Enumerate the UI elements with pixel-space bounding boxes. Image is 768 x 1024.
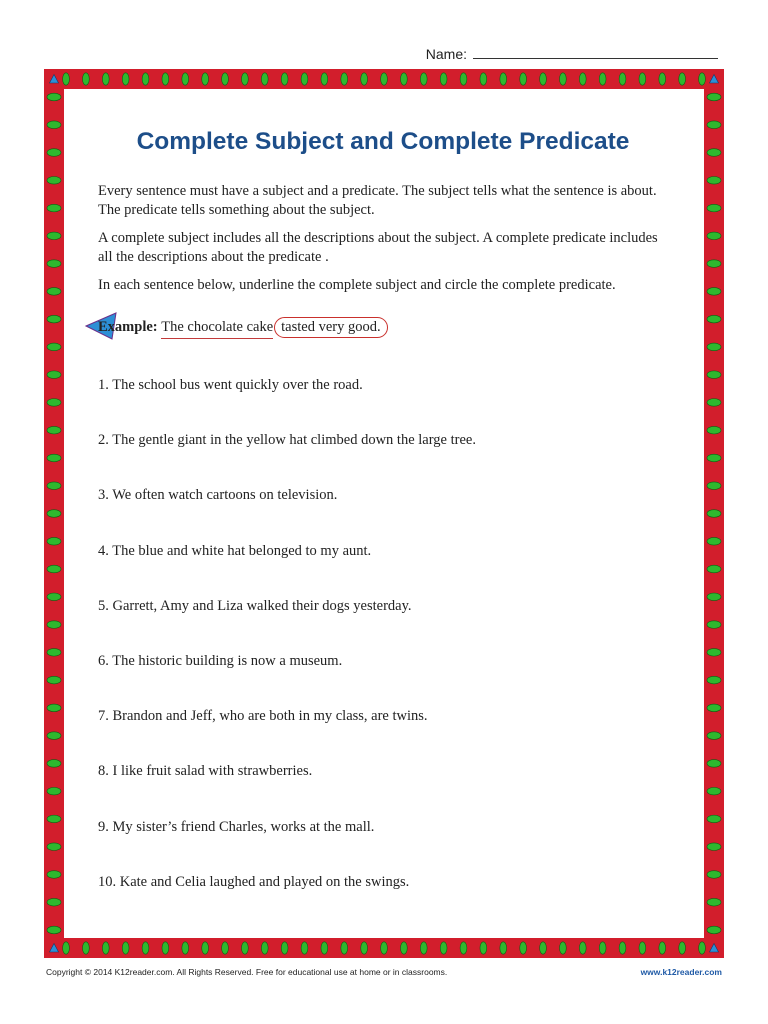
border-oval-icon: [301, 73, 308, 85]
name-label: Name:: [425, 46, 467, 62]
border-oval-icon: [679, 942, 686, 954]
border-oval-icon: [440, 73, 447, 85]
border-oval-icon: [659, 942, 666, 954]
example-sentence: [98, 317, 388, 339]
border-oval-icon: [540, 73, 547, 85]
border-oval-icon: [707, 704, 721, 712]
border-oval-icon: [47, 343, 61, 351]
border-oval-icon: [707, 565, 721, 573]
instructions: In each sentence below, underline the complete subject and circle the complete predicate.: [98, 277, 616, 293]
border-oval-icon: [281, 942, 288, 954]
border-oval-icon: [707, 537, 721, 545]
border-oval-icon: [707, 926, 721, 934]
sentence-item: 7. Brandon and Jeff, who are both in my class, are twins.: [98, 708, 428, 725]
border-oval-icon: [47, 510, 61, 518]
border-oval-icon: [47, 815, 61, 823]
intro-paragraph-1: Every sentence must have a subject and a predicate. The subject tells what the sentence is about. The predicate tells something about the subject.: [98, 183, 657, 218]
page-title: Complete Subject and Complete Predicate: [136, 128, 630, 155]
border-oval-icon: [579, 73, 586, 85]
border-oval-icon: [47, 621, 61, 629]
border-oval-icon: [707, 93, 721, 101]
border-oval-icon: [619, 73, 626, 85]
border-oval-icon: [420, 73, 427, 85]
sentence-item: 3. We often watch cartoons on television.: [98, 487, 338, 504]
border-oval-icon: [707, 371, 721, 379]
border-oval-icon: [301, 942, 308, 954]
border-oval-icon: [579, 942, 586, 954]
border-oval-icon: [599, 942, 606, 954]
border-oval-icon: [480, 73, 487, 85]
border-oval-icon: [559, 73, 566, 85]
border-oval-icon: [361, 73, 368, 85]
sentence-item: 2. The gentle giant in the yellow hat climbed down the large tree.: [98, 432, 476, 449]
border-oval-icon: [520, 942, 527, 954]
border-oval-icon: [82, 73, 89, 85]
border-oval-icon: [202, 942, 209, 954]
border-oval-icon: [520, 73, 527, 85]
border-oval-icon: [63, 73, 70, 85]
sentence-item: 6. The historic building is now a museum.: [98, 652, 343, 669]
copyright-notice: Copyright © 2014 K12reader.com. All Rights Reserved. Free for educational use at home or in classrooms.: [46, 967, 448, 977]
border-oval-icon: [47, 204, 61, 212]
sentence-item: 4. The blue and white hat belonged to my aunt.: [98, 542, 372, 559]
sentence-item: 8. I like fruit salad with strawberries.: [98, 763, 313, 780]
border-oval-icon: [47, 454, 61, 462]
border-oval-icon: [707, 288, 721, 296]
border-oval-icon: [222, 73, 229, 85]
border-oval-icon: [707, 149, 721, 157]
border-oval-icon: [707, 177, 721, 185]
border-oval-icon: [142, 942, 149, 954]
border-oval-icon: [47, 704, 61, 712]
border-oval-icon: [707, 426, 721, 434]
border-oval-icon: [47, 898, 61, 906]
border-oval-icon: [47, 565, 61, 573]
border-oval-icon: [707, 593, 721, 601]
border-oval-icon: [361, 942, 368, 954]
sentence-item: 10. Kate and Celia laughed and played on the swings.: [98, 873, 410, 890]
border-oval-icon: [47, 871, 61, 879]
border-oval-icon: [47, 232, 61, 240]
border-oval-icon: [162, 73, 169, 85]
border-oval-icon: [707, 843, 721, 851]
website-link[interactable]: www.k12reader.com: [640, 967, 722, 977]
border-oval-icon: [341, 942, 348, 954]
border-oval-icon: [47, 649, 61, 657]
border-oval-icon: [559, 942, 566, 954]
border-oval-icon: [63, 942, 70, 954]
border-oval-icon: [182, 73, 189, 85]
sentence-list: [98, 376, 668, 928]
border-oval-icon: [47, 121, 61, 129]
border-oval-icon: [400, 942, 407, 954]
border-oval-icon: [82, 942, 89, 954]
border-oval-icon: [699, 73, 706, 85]
border-oval-icon: [182, 942, 189, 954]
border-oval-icon: [707, 204, 721, 212]
border-oval-icon: [707, 621, 721, 629]
border-oval-icon: [47, 149, 61, 157]
border-oval-icon: [480, 942, 487, 954]
border-oval-icon: [222, 942, 229, 954]
border-oval-icon: [707, 871, 721, 879]
border-oval-icon: [500, 942, 507, 954]
border-oval-icon: [440, 942, 447, 954]
border-oval-icon: [162, 942, 169, 954]
border-oval-icon: [47, 315, 61, 323]
border-oval-icon: [47, 593, 61, 601]
border-oval-icon: [400, 73, 407, 85]
border-oval-icon: [707, 510, 721, 518]
border-oval-icon: [707, 121, 721, 129]
border-oval-icon: [707, 260, 721, 268]
border-oval-icon: [47, 177, 61, 185]
border-oval-icon: [281, 73, 288, 85]
border-oval-icon: [47, 537, 61, 545]
border-oval-icon: [639, 942, 646, 954]
border-oval-icon: [707, 676, 721, 684]
border-oval-icon: [381, 942, 388, 954]
border-oval-icon: [47, 288, 61, 296]
border-oval-icon: [47, 482, 61, 490]
border-oval-icon: [707, 232, 721, 240]
border-oval-icon: [102, 73, 109, 85]
border-oval-icon: [707, 343, 721, 351]
example-circled-predicate: tasted very good.: [274, 317, 387, 338]
border-oval-icon: [707, 315, 721, 323]
border-oval-icon: [47, 93, 61, 101]
worksheet-content: [98, 120, 668, 890]
sentence-item: 1. The school bus went quickly over the road.: [98, 377, 363, 393]
example-underlined-subject: The chocolate cake: [161, 319, 273, 339]
border-oval-icon: [261, 942, 268, 954]
border-oval-icon: [47, 676, 61, 684]
border-oval-icon: [321, 73, 328, 85]
border-oval-icon: [679, 73, 686, 85]
sentence-item: 9. My sister’s friend Charles, works at the mall.: [98, 818, 375, 835]
border-oval-icon: [707, 898, 721, 906]
border-oval-icon: [47, 399, 61, 407]
border-oval-icon: [321, 942, 328, 954]
border-oval-icon: [122, 942, 129, 954]
border-oval-icon: [707, 399, 721, 407]
border-oval-icon: [540, 942, 547, 954]
border-oval-icon: [47, 760, 61, 768]
border-oval-icon: [707, 732, 721, 740]
border-oval-icon: [241, 73, 248, 85]
border-oval-icon: [47, 787, 61, 795]
border-oval-icon: [47, 371, 61, 379]
border-oval-icon: [47, 426, 61, 434]
border-oval-icon: [381, 73, 388, 85]
border-oval-icon: [707, 760, 721, 768]
border-oval-icon: [639, 73, 646, 85]
border-oval-icon: [707, 815, 721, 823]
border-oval-icon: [47, 843, 61, 851]
border-oval-icon: [500, 73, 507, 85]
border-oval-icon: [102, 942, 109, 954]
border-oval-icon: [707, 649, 721, 657]
border-oval-icon: [619, 942, 626, 954]
intro-paragraph-2: A complete subject includes all the descriptions about the subject. A complete predicate includes all the descriptions about the predicate .: [98, 230, 658, 265]
border-oval-icon: [707, 454, 721, 462]
border-oval-icon: [707, 787, 721, 795]
border-oval-icon: [261, 73, 268, 85]
border-oval-icon: [122, 73, 129, 85]
border-oval-icon: [47, 926, 61, 934]
border-oval-icon: [420, 942, 427, 954]
border-oval-icon: [341, 73, 348, 85]
border-oval-icon: [599, 73, 606, 85]
border-oval-icon: [142, 73, 149, 85]
example-label: Example:: [98, 319, 158, 335]
border-oval-icon: [699, 942, 706, 954]
border-oval-icon: [47, 732, 61, 740]
border-oval-icon: [659, 73, 666, 85]
border-oval-icon: [460, 73, 467, 85]
border-oval-icon: [707, 482, 721, 490]
sentence-item: 5. Garrett, Amy and Liza walked their dogs yesterday.: [98, 597, 412, 614]
border-oval-icon: [241, 942, 248, 954]
border-oval-icon: [47, 260, 61, 268]
border-oval-icon: [202, 73, 209, 85]
border-oval-icon: [460, 942, 467, 954]
